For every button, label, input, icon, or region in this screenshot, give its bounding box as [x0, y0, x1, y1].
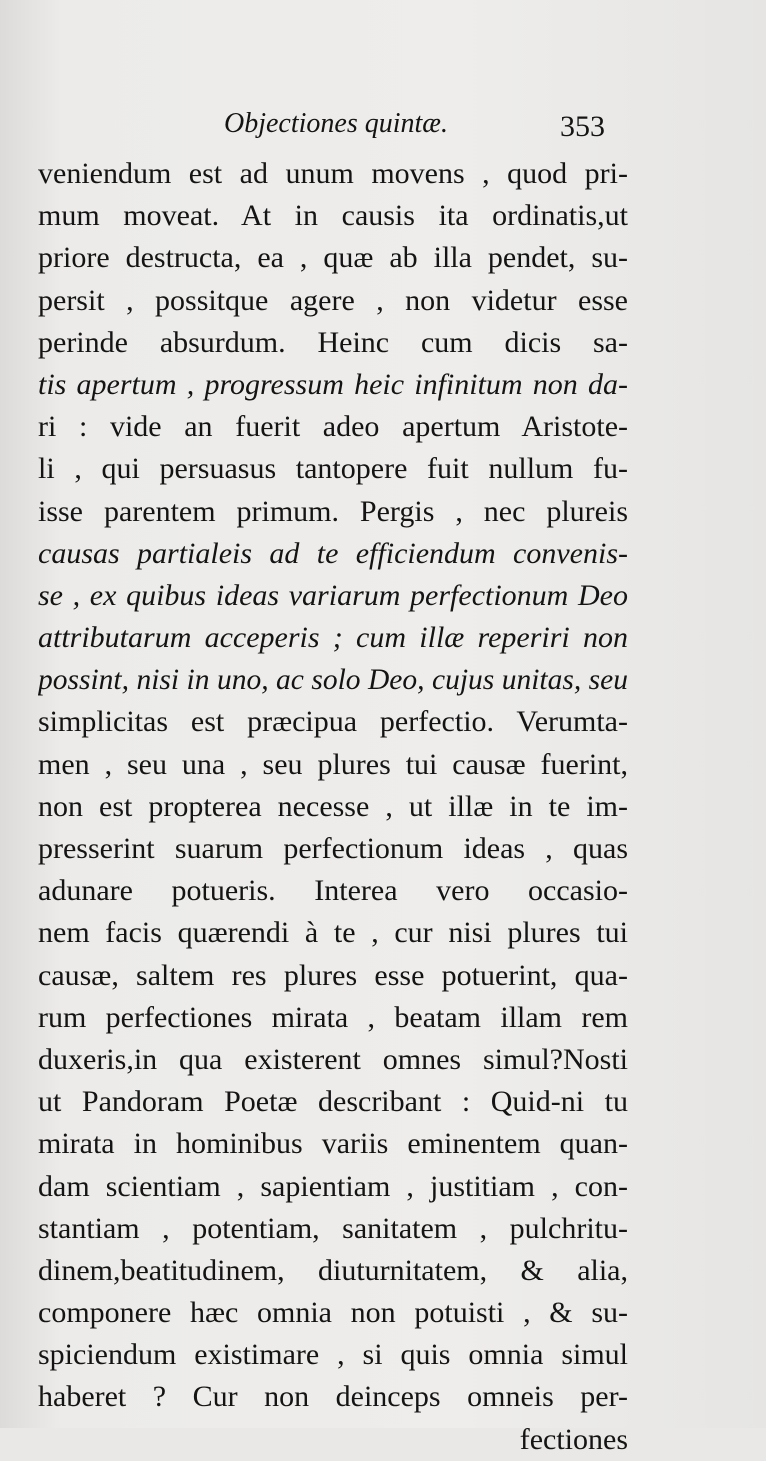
text-line: dinem,beatitudinem, diuturnitatem, & alia,	[38, 1253, 628, 1287]
text-line: ri : vide an fuerit adeo apertum Aristote-	[38, 410, 628, 444]
text-line: simplicitas est præcipua perfectio. Verumta-	[38, 705, 628, 739]
text-line: dam scientiam , sapientiam , justitiam , con-	[38, 1169, 628, 1203]
text-line: priore destructa, ea , quæ ab illa pendet, su-	[38, 241, 628, 275]
running-title: Objectiones quintæ.	[224, 108, 448, 139]
body-text	[38, 153, 628, 1461]
page-number: 353	[560, 110, 605, 143]
text-line: duxeris,in qua existerent omnes simul?Nosti	[38, 1042, 628, 1076]
text-line: causas partialeis ad te efficiendum convenis-	[38, 536, 628, 570]
text-line: possint, nisi in uno, ac solo Deo, cujus unitas, seu	[38, 664, 628, 697]
text-line: se , ex quibus ideas variarum perfectionum Deo	[38, 578, 628, 612]
text-line: causæ, saltem res plures esse potuerint, qua-	[38, 958, 628, 992]
text-line: veniendum est ad unum movens , quod pri-	[38, 157, 628, 190]
text-line: nem facis quærendi à te , cur nisi plures tui	[38, 916, 628, 950]
text-line: spiciendum existimare , si quis omnia simul	[38, 1338, 628, 1372]
text-line: non est propterea necesse , ut illæ in te im-	[38, 789, 628, 823]
text-line: isse parentem primum. Pergis , nec plureis	[38, 494, 628, 528]
text-line: rum perfectiones mirata , beatam illam rem	[38, 1000, 628, 1034]
text-line: perinde absurdum. Heinc cum dicis sa-	[38, 325, 628, 359]
text-line: mirata in hominibus variis eminentem quan-	[38, 1127, 628, 1161]
text-line: li , qui persuasus tantopere fuit nullum fu-	[38, 452, 628, 486]
text-line: presserint suarum perfectionum ideas , quas	[38, 832, 628, 865]
page-header	[0, 108, 766, 148]
text-line: tis apertum , progressum heic infinitum non da-	[38, 367, 628, 401]
text-line: haberet ? Cur non deinceps omneis per-	[38, 1380, 628, 1414]
text-line: stantiam , potentiam, sanitatem , pulchritu-	[38, 1211, 628, 1245]
text-line: persit , possitque agere , non videtur esse	[38, 283, 628, 317]
text-line: adunare potueris. Interea vero occasio-	[38, 874, 628, 908]
catchword: fectiones	[519, 1422, 628, 1456]
text-line: men , seu una , seu plures tui causæ fuerint,	[38, 747, 628, 781]
text-line: attributarum acceperis ; cum illæ reperiri non	[38, 621, 628, 655]
text-line: mum moveat. At in causis ita ordinatis,ut	[38, 199, 628, 233]
text-line: ut Pandoram Poetæ describant : Quid-ni tu	[38, 1085, 628, 1119]
text-line: componere hæc omnia non potuisti , & su-	[38, 1296, 628, 1330]
